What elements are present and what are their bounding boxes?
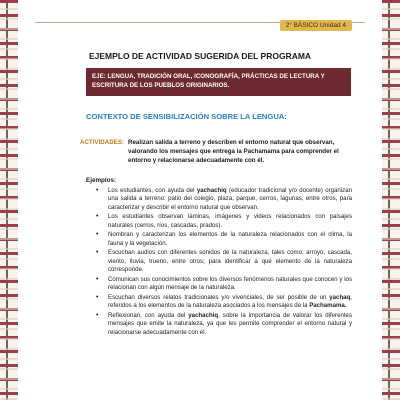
- list-item: • Escuchan audios con diferentes sonidos de la naturaleza, tales como: arroyo, cascada, viento, lluvia, trueno, entre otros; para identificar a qué elemento de la naturaleza corresponde.: [96, 249, 352, 274]
- list-item: • Nombran y caracterizan los elementos de la naturaleza relacionados con el clima, la fauna y la vegetación.: [96, 231, 352, 248]
- actividades-block: [80, 138, 356, 165]
- list-item: • Reflexionan, con ayuda del yachachiq, sobre la importancia de valorar los diferentes mensajes que emite la naturaleza, ya que les permite comprender el entorno natural y relacionarse adecuadamente con él.: [96, 312, 352, 337]
- actividades-text: Realizan salida a terreno y describen el entorno natural que observan, valorando los mensajes que entrega la Pachamama para comprender el entorno y relacionarse adecuadamente con él.: [128, 139, 339, 164]
- list-item: • Escuchan diversos relatos tradicionales y/o vivenciales, de ser posible de un yachaq, referidos a los elementos de la naturaleza asociados a los mensajes de la Pachamama.: [96, 294, 352, 311]
- list-item: • Los estudiantes observan láminas, imágenes y videos relacionados con paisajes naturales (cerros, ríos, cascadas, prados).: [96, 213, 352, 230]
- eje-banner: EJE: LENGUA, TRADICIÓN ORAL, ICONOGRAFÍA, PRÁCTICAS DE LECTURA Y ESCRITURA DE LOS PUEBLOS ORIGINARIOS.: [86, 68, 351, 96]
- list-item: • Comunican sus conocimientos sobre los diversos fenómenos naturales que conocen y los relacionan con algún mensaje de la naturaleza.: [96, 276, 352, 293]
- grade-unit-badge: 2° BÁSICO Unidad 4: [280, 20, 352, 31]
- page-title: EJEMPLO DE ACTIVIDAD SUGERIDA DEL PROGRAMA: [88, 51, 312, 61]
- actividades-label: ACTIVIDADES:: [80, 139, 125, 146]
- contexto-title: CONTEXTO DE SENSIBILIZACIÓN SOBRE LA LENGUA:: [86, 112, 287, 121]
- list-item: • Los estudiantes, con ayuda del yachachiq (educador tradicional y/o docente) organizan una salida a terreno: patio del colegio, plaza, parque, cerros, lagunas, entre otros, para caracterizar y describir el entorno natural que observan.: [96, 187, 352, 212]
- ejemplos-title: Ejemplos:: [86, 177, 117, 184]
- examples-list: [96, 187, 352, 338]
